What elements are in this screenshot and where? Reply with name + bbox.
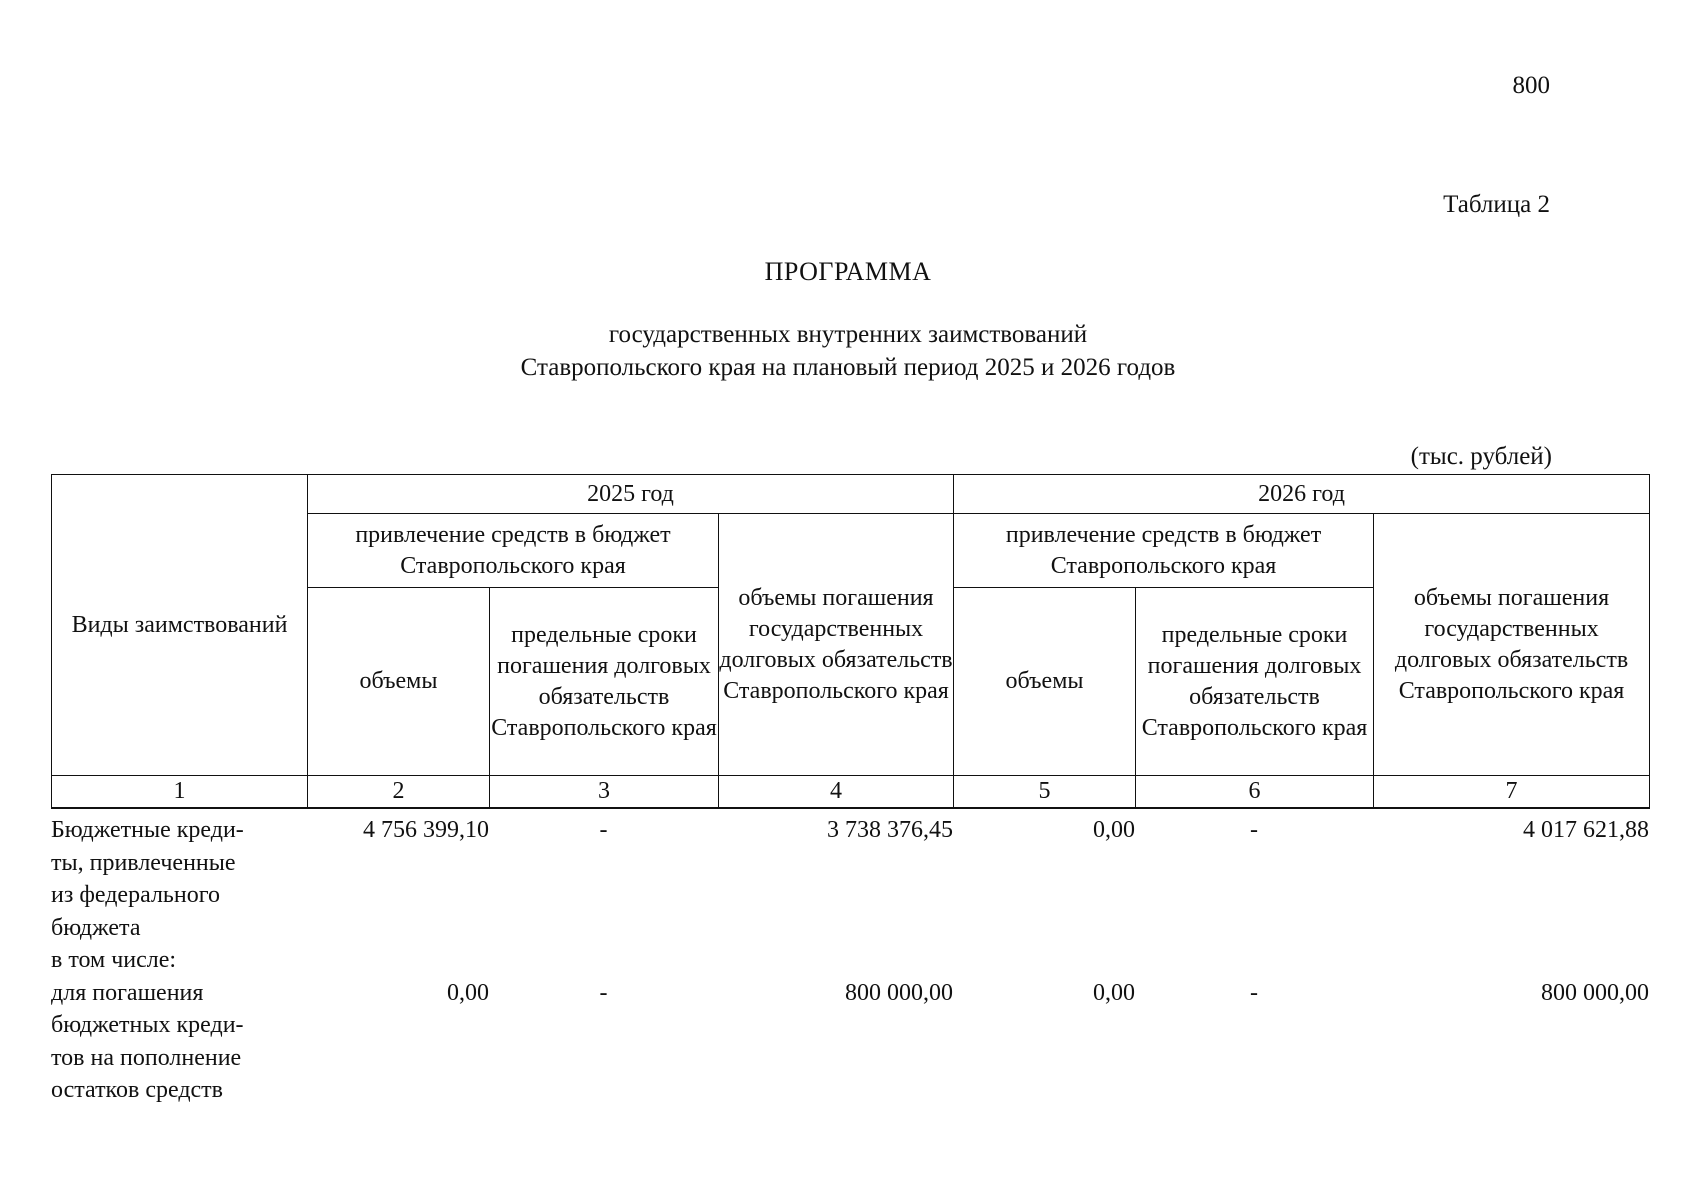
cell-repayment-2025: 3 738 376,45 [827,817,953,843]
borrowing-program-table-header [51,474,1650,809]
cell-repayment-2026: 4 017 621,88 [1523,817,1649,843]
cell-repayment-2026: 800 000,00 [1541,979,1649,1006]
column-number: 2 [308,776,490,808]
row-label [51,814,307,977]
row-label-line: Бюджетные креди- [51,817,244,843]
cell-deadline-2025: - [599,979,608,1006]
header-deadlines-2025: предельные сроки погашения долговых обязательств Ставропольского края [490,588,719,776]
header-deadlines-2026: предельные сроки погашения долговых обязательств Ставропольского края [1136,588,1374,776]
column-number: 7 [1374,776,1650,808]
row-label-line: ты, привлеченные [51,849,236,876]
row-label-line: остатков средств [51,1077,223,1103]
header-volumes-2026: объемы [954,588,1136,776]
cell-deadline-2025: - [599,817,608,843]
subtitle-line: государственных внутренних заимствований [608,321,1088,348]
row-label-line: из федерального [51,882,220,908]
header-repayment-2025: объемы погашения государственных долговых обязательств Ставропольского края [719,514,954,776]
header-repayment-2026: объемы погашения государственных долговых обязательств Ставропольского края [1374,514,1650,776]
row-label-line: бюджета [51,914,141,941]
row-label [51,977,307,1107]
table-caption: Таблица 2 [1443,191,1550,218]
cell-repayment-2025: 800 000,00 [845,979,953,1006]
document-subtitle [0,318,1696,384]
subtitle-line: Ставропольского края на плановый период 2025 и 2026 годов [520,354,1176,381]
table-row [51,977,1649,1107]
page-number: 800 [1512,72,1550,99]
column-number: 5 [954,776,1136,808]
header-year-2025: 2025 год [308,475,954,514]
column-number: 4 [719,776,954,808]
cell-deadline-2026: - [1250,817,1258,843]
document-title: ПРОГРАММА [764,257,932,286]
row-label-line: для погашения [51,979,204,1006]
header-attraction-2026: привлечение средств в бюджет Ставропольского края [954,514,1374,588]
column-number: 3 [490,776,719,808]
units-label: (тыс. рублей) [1410,443,1552,470]
borrowing-program-table-body [51,814,1649,1107]
column-number: 1 [52,776,308,808]
cell-deadline-2026: - [1250,979,1258,1006]
row-label-line: тов на пополнение [51,1044,242,1071]
cell-volume-2025: 4 756 399,10 [363,817,489,843]
header-attraction-2025: привлечение средств в бюджет Ставропольского края [308,514,719,588]
header-borrowing-types: Виды заимствований [52,475,308,776]
table-row [51,814,1649,977]
header-year-2026: 2026 год [954,475,1650,514]
cell-volume-2026: 0,00 [1093,817,1135,843]
header-volumes-2025: объемы [308,588,490,776]
cell-volume-2025: 0,00 [447,979,489,1006]
row-label-line: бюджетных креди- [51,1012,244,1038]
cell-volume-2026: 0,00 [1093,979,1135,1006]
column-number: 6 [1136,776,1374,808]
row-label-line: в том числе: [51,947,177,973]
